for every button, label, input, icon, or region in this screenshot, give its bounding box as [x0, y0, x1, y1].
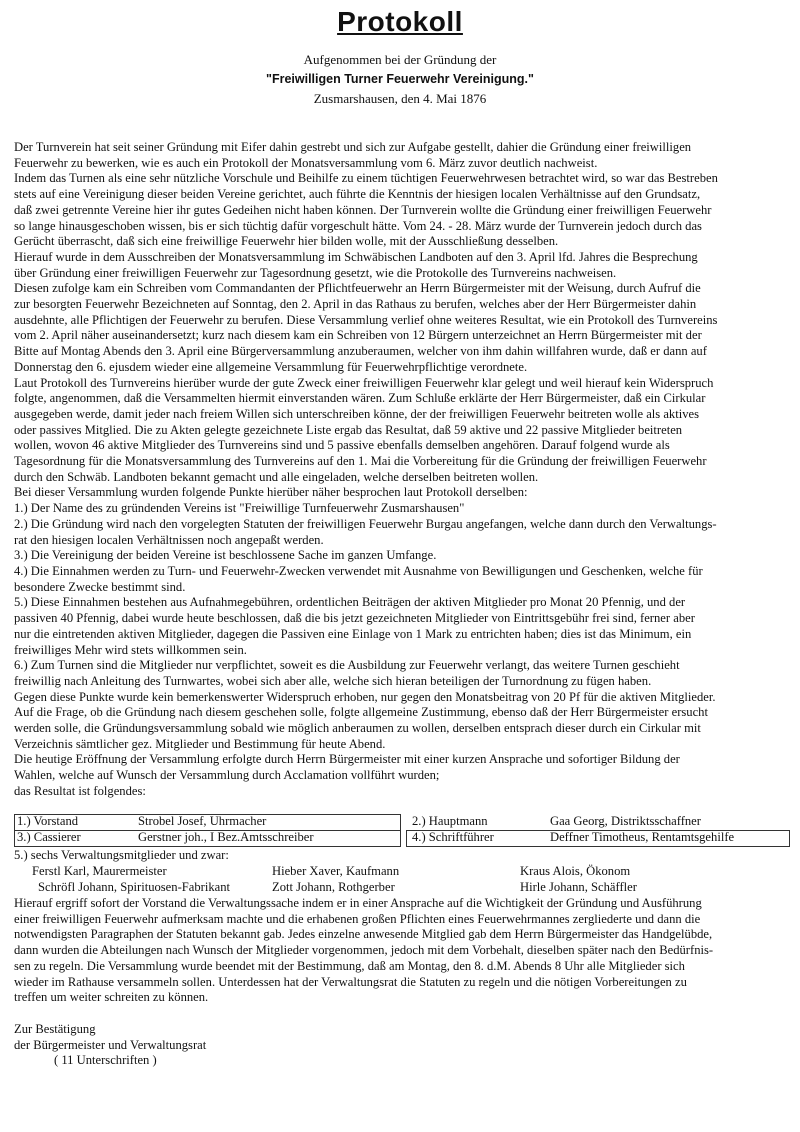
member-entry: Schröfl Johann, Spirituosen-Fabrikant [38, 880, 231, 894]
subtitle-place-date: Zusmarshausen, den 4. Mai 1876 [313, 91, 487, 106]
signoff-line: Zur Bestätigung [14, 1022, 96, 1036]
member-entry: Hirle Johann, Schäffler [520, 880, 637, 894]
officers-table [14, 814, 790, 846]
officer-role: 3.) Cassierer [17, 830, 81, 844]
member-entry: Kraus Alois, Ökonom [520, 864, 631, 878]
member-entry: Zott Johann, Rothgerber [272, 880, 395, 894]
document-title: Protokoll [337, 6, 463, 37]
closing-paragraph: Hierauf ergriff sofort der Vorstand die Verwaltungssache indem er in einer Ansprache auf die Wichtigkeit der Gründung und Ausführung einer freiwilligen Feuerwehr aufmerksam machte und die erhabenen großen Pflichten eines Feuerwehrmannes zergliederte und dann die notwendigsten Paragraphen der Statuten bekannt gab. Jedes einzelne anwesende Mitglied gab dem Herrn Bürgermeister das Handgelübde, dann wurden die Abteilungen nach Wunsch der Mitglieder vorgenommen, jedoch mit dem Vorbehalt, dieselben später nach den Bedürfnis- sen zu regeln. Die Versammlung wurde beendet mit der Bestimmung, daß am Montag, den 8. d.M. Abends 8 Uhr alle Mitglieder sich wieder im Rathause versammeln sollen. Unterdessen hat der Verwaltungsrat die Statuten zu regeln und die nötigen Vorbereitungen zu treffen um weiter schreiten zu können. [14, 896, 714, 1005]
protocol-body: Der Turnverein hat seit seiner Gründung mit Eifer dahin gestrebt und sich zur Aufgabe gestellt, dahier die Gründung einer freiwilligen Feuerwehr zu bewerken, wie es auch ein Protokoll der Monatsversammlung vom 6. März zuvor deutlich nachweist. Indem das Turnen als eine sehr nützliche Vorschule und Beihilfe zu einem tüchtigen Feuerwehrwesen betrachtet wird, so war das Bestreben stets auf eine Vereinigung dieser beiden Vereine gerichtet, auch führte die Kenntnis der hiesigen localen Verhältnisse auf den Grundsatz, daß zwei getrennte Vereine hier ihr gutes Gedeihen nicht haben können. Der Turnverein wollte die Gründung einer freiwilligen Feuerwehr so lange hinausgeschoben wissen, bis er sich tüchtig dafür vorgeschult hätte. Vom 24. - 28. März wurde der Turnverein jedoch durch das Gerücht überrascht, daß sich eine freiwillige Feuerwehr hier bilden wolle, mit der Ausschließung desselben. Hierauf wurde in dem Ausschreiben der Monatsversammlung im Schwäbischen Landboten auf den 3. April lfd. Jahres die Besprechung über Gründung einer freiwilligen Feuerwehr zur Tagesordnung gesetzt, wie die Protokolle des Turnvereins nachweisen. Diesen zufolge kam ein Schreiben vom Commandanten der Pflichtfeuerwehr an Herrn Bürgermeister mit der Weisung, durch Aufruf die zur besorgten Feuerwehr Bezeichneten auf Sonntag, den 2. April in das Rathaus zu berufen, welches aber der Herr Bürgermeister dahin ausdehnte, alle Pflichtigen der Feuerwehr zu berufen. Diese Versammlung verlief ohne weiteres Resultat, wie ein Protokoll des Turnvereins vom 2. April näher auseinandersetzt; kurz nach diesem kam ein Schreiben von 12 Bürgern unterzeichnet an Herrn Bürgermeister mit der Bitte auf Montag Abends den 3. April eine Bürgerversammlung anzuberaumen, welcher von ihm dahin willfahren wurde, daß er dann auf Donnerstag den 6. ejusdem wieder eine allgemeine Versammlung für Feuerwehrpflichtige verordnete. Laut Protokoll des Turnvereins hierüber wurde der gute Zweck einer freiwilligen Feuerwehr klar gelegt und weil hierauf kein Widerspruch folgte, angenommen, daß die Versammelten hiermit einverstanden wären. Zum Schluße erklärte der Herr Bürgermeister, daß ein Cirkular ausgegeben werde, damit jeder nach freiem Willen sich unterschreiben könne, der der freiwilligen Feuerwehr beitreten wolle als aktives oder passives Mitglied. Die zu Akten gelegte gezeichnete Liste ergab das Resultat, daß 59 aktive und 22 passive Mitglieder beitreten wollen, wovon 46 aktive Mitglieder des Turnvereins sind und 5 passive ebenfalls demselben angehören. Darauf folgend wurde als Tagesordnung für die Monatsversammlung des Turnvereins auf den 1. Mai die Vorbereitung für die Gründung der freiwilligen Feuerwehr durch den Schwäb. Landboten bekannt gemacht und alle eingeladen, welche derselben beitreten wollen. Bei dieser Versammlung wurden folgende Punkte hierüber näher besprochen laut Protokoll derselben: 1.) Der Name des zu gründenden Vereins ist "Freiwillige Turnfeuerwehr Zusmarshausen" 2.) Die Gründung wird nach den vorgelegten Statuten der freiwilligen Feuerwehr Burgau angefangen, welche dann durch den Verwaltungs- rat den hiesigen localen Verhältnissen noch angepaßt werden. 3.) Die Vereinigung der beiden Vereine ist beschlossene Sache im ganzen Umfange. 4.) Die Einnahmen werden zu Turn- und Feuerwehr-Zwecken verwendet mit Ausnahme von Bewilligungen und Geschenken, welche für besondere Zwecke bestimmt sind. 5.) Diese Einnahmen bestehen aus Aufnahmegebühren, ordentlichen Beiträgen der aktiven Mitglieder pro Monat 20 Pfennig, und der passiven 40 Pfennig, dabei wurde heute beschlossen, daß die bis jetzt gezeichneten Mitglieder von Eintrittsgebühr frei sind, ferner aber nur die eintretenden aktiven Mitglieder, dagegen die Passiven eine Einlage von 1 Mark zu entrichten haben; dies ist das Minimum, ein freiwilliges Mehr wird stets willkommen sein. 6.) Zum Turnen sind die Mitglieder nur verpflichtet, soweit es die Ausbildung zur Feuerwehr verlangt, das weitere Turnen geschieht freiwillig nach Anleitung des Turnwartes, wobei sich aber alle, welche sich hieran beteiligen der Turnordnung zu fügen haben. Gegen diese Punkte wurde kein bemerkenswerter Widerspruch erhoben, nur gegen den Monatsbeitrag von 20 Pf für die aktiven Mitglieder. Auf die Frage, ob die Gründung nach diesem geschehen solle, folgte allgemeine Zustimmung, ebenso daß der Herr Bürgermeister ersucht werden solle, die Gründungsversammlung sobald wie möglich anberaumen zu wollen, derselben entsprach dieser durch ein Cirkular mit Verzeichnis sämtlicher gez. Mitglieder und Bestimmung für heute Abend. Die heutige Eröffnung der Versammlung erfolgte durch Herrn Bürgermeister mit einer kurzen Ansprache und sofortiger Bildung der Wahlen, welche auf Wunsch der Versammlung durch Acclamation vollführt wurden; das Resultat ist folgendes: [14, 140, 718, 798]
officer-person: Strobel Josef, Uhrmacher [138, 814, 267, 828]
board-members [14, 848, 790, 896]
member-entry: Ferstl Karl, Maurermeister [32, 864, 167, 878]
officer-person: Gerstner joh., I Bez.Amtsschreiber [138, 830, 314, 844]
signatures-note: ( 11 Unterschriften ) [54, 1053, 157, 1068]
officer-person: Deffner Timotheus, Rentamtsgehilfe [550, 830, 735, 844]
officer-row [14, 830, 790, 846]
officer-person: Gaa Georg, Distriktsschaffner [550, 814, 701, 828]
subtitle-association-name: "Freiwilligen Turner Feuerwehr Vereinigung." [266, 72, 534, 86]
officer-role: 1.) Vorstand [17, 814, 79, 828]
signoff-block [14, 1022, 206, 1069]
member-entry: Hieber Xaver, Kaufmann [272, 864, 400, 878]
signoff-line: der Bürgermeister und Verwaltungsrat [14, 1037, 207, 1052]
members-heading: 5.) sechs Verwaltungsmitglieder und zwar: [14, 848, 229, 862]
subtitle-line-1: Aufgenommen bei der Gründung der [303, 52, 497, 67]
officer-role: 4.) Schriftführer [412, 830, 494, 844]
officer-row [14, 814, 790, 830]
officer-role: 2.) Hauptmann [412, 814, 488, 828]
